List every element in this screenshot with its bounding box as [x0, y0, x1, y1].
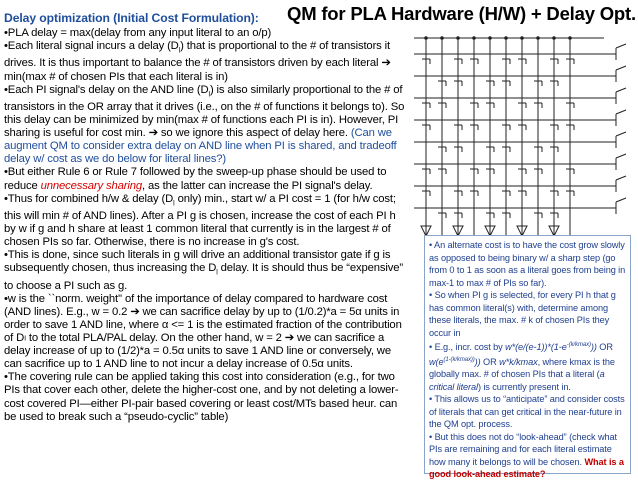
- pla-circuit-diagram: [404, 26, 636, 248]
- bullet-pla-delay: •PLA delay = max(delay from any input literal to an o/p): [4, 27, 272, 39]
- bullet-literal-delay: •Each literal signal incurs a delay $(D_l)$ that is proportional to the # of transistors it drives. It is thus important to balance the # of transistors driven by each literal ➔ min(max # of chosen PIs that each literal is in): [4, 40, 391, 83]
- alternate-cost-note: [424, 235, 631, 480]
- note-bullet-4: • This allows us to “anticipate” and consider costs of literals that can get critical in the near-future in the QM opt. process.: [429, 394, 625, 430]
- note-bullet-3: • E.g., incr. cost by $w*(e/(e-1))*(1-e^{-(k/kmax)})$) OR $w(e^{(1-(k/kmax))})$) OR w*k/kmax, where kmax is the globally max. # of chosen PIs that a literal (a critical literal) is currently present in.: [429, 342, 615, 392]
- bullet-reason: •This is done, since such literals in g will drive an additional transistor gate if g is subsequently chosen, thus increasing the $D_l$ delay. It is should thus be “expensive” to choose a PI such as g.: [4, 249, 403, 292]
- slide-title: QM for PLA Hardware (H/W) + Delay Opt.: [287, 3, 636, 24]
- note-bullet-2: • So when PI g is selected, for every PI h that g has common literal(s) with, determine among these literals, the max. # k of chosen PIs they occur in: [429, 290, 616, 338]
- note-bullet-1: • An alternate cost is to have the cost grow slowly as opposed to being binary w/ a sharp step (go from 0 to 1 as soon as a literal goes from being in max-1 to max # of PIs so far).: [429, 240, 626, 288]
- bullet-rules: •But either Rule 6 or Rule 7 followed by the sweep-up phase should be used to reduce unnecessary sharing, as the latter can increase the PI signal's delay.: [4, 166, 387, 192]
- bullet-covering-rule: •The covering rule can be applied taking this cost into consideration (e.g., for two PIs that cover each other, delete the higher-cost one, and by not deleting a lower-cost covered PI—either PI-pair based covering or least cost/MTs based heur. can be used to break such a “pseudo-cyclic” table): [4, 371, 399, 423]
- note-bullet-5: • But this does not do “look-ahead” (check what PIs are remaining and for each literal estimate how many it belongs to will be chosen. What is a good look-ahead estimate?: [429, 431, 624, 480]
- bullet-pi-delay: •Each PI signal's delay on the AND line $(D_l)$ is also similarly proportional to the # of transistors in the OR array that it drives (i.e., on the # of functions it belongs to). So this delay can be minimized by min(max # of functions each PI is in). However, PI sharing is useful for cost min. ➔ so we ignore this aspect of delay here. (Can we augment QM to consider extra delay on AND line when PI is shared, and tradeoff delay w/ cost as we do below for literal lines?): [4, 83, 405, 166]
- slide-heading: Delay optimization (Initial Cost Formulation):: [4, 11, 259, 25]
- bullet-combined-min: •Thus for combined h/w & delay ($D_l$ only) min., start w/ a PI cost = 1 (for h/w cost; this will min # of AND lines). After a PI g is chosen, increase the cost of each PI h by w if g and h share at least 1 common literal that currently is in the largest # of chosen PIs so far. Otherwise, there is no increase in g's cost.: [4, 192, 396, 249]
- bullet-weight: •w is the ``norm. weight'' of the importance of delay compared to hardware cost (AND lines). E.g., w = 0.2 ➔ we can sacrifice delay by up to (1/0.2)*a = 5α units in order to save 1 AND line, where α <= 1 is the estimated fraction of the contribution of Dₗ to the total PLA/PAL delay. On the other hand, w = 2 ➔ we can sacrifice a delay increase of up to (1/2)*a = 0.5α units to save 1 AND line or conversely, we can sacrifice up to 1 AND line to not incur a delay increase of 0.5α units.: [4, 292, 402, 371]
- body-text: [4, 27, 408, 424]
